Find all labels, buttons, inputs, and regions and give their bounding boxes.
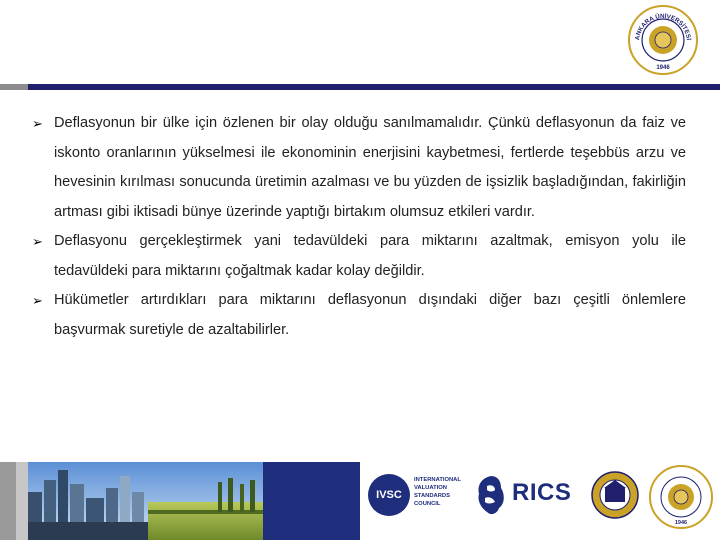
ivsc-logo: IVSC <box>368 474 410 516</box>
city-landscape-photo <box>28 462 263 540</box>
footer-logo-year: 1946 <box>674 520 688 526</box>
bullet-item <box>32 286 686 345</box>
arrow-bullet-icon: ➢ <box>32 234 43 249</box>
header-gray-bar <box>0 84 28 90</box>
footer-light-strip <box>16 462 28 540</box>
rics-logo-text: RICS <box>512 479 572 506</box>
ankara-university-footer-logo <box>648 464 714 530</box>
university-seal-icon <box>590 466 640 524</box>
footer-gray-strip <box>0 462 16 540</box>
logo-year: 1946 <box>656 65 670 71</box>
logo-arc-text: ANKARA ÜNİVERSİTESİ <box>634 12 692 41</box>
bullet-item <box>32 227 686 286</box>
ankara-university-logo <box>627 4 699 76</box>
bullet-list <box>32 109 686 345</box>
arrow-bullet-icon: ➢ <box>32 293 43 308</box>
rics-lion-icon <box>473 472 509 518</box>
ivsc-name: INTERNATIONAL VALUATION STANDARDS COUNCIL <box>414 477 461 507</box>
bullet-text: Deflasyonu gerçekleştirmek yani tedavüldeki para miktarını azaltmak, emisyon yolu ile tedavüldeki para miktarını çoğaltmak kadar kolay değildir. <box>54 233 686 279</box>
bullet-text: Hükümetler artırdıkları para miktarını deflasyonun dışındaki diğer bazı çeşitli önlemlere başvurmak suretiyle de azaltabilirler. <box>54 292 686 338</box>
header-navy-bar <box>28 84 720 90</box>
arrow-bullet-icon: ➢ <box>32 116 43 131</box>
bullet-item <box>32 109 686 227</box>
bullet-text: Deflasyonun bir ülke için özlenen bir olay olduğu sanılmamalıdır. Çünkü deflasyonun da faiz ve iskonto oranlarının yükselmesi ile ekonominin enerjisini kaybetmesi, fertlerde teşebbüs arzu ve hevesinin kırılması sonucunda üretimin azalması ve bu yüzden de işsizlik başladığından, fakirliğin artması gibi iktisadi bünye üzerinde yaptığı birtakım olumsuz etkileri vardır. <box>54 115 686 220</box>
